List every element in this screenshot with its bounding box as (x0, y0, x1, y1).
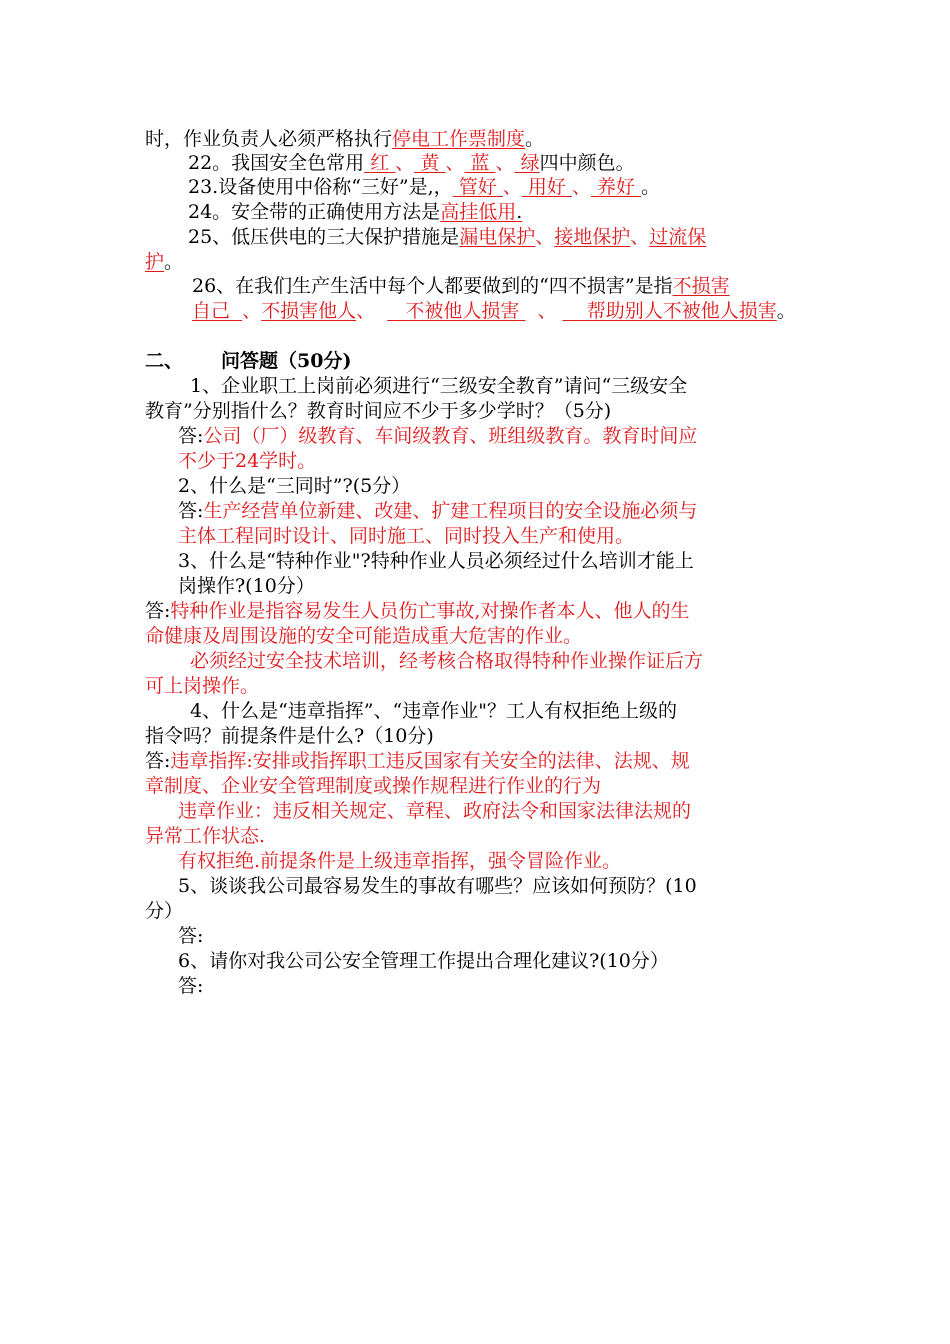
blank-22-answer-4: 绿 (520, 152, 540, 174)
blank-25-prefix: 25、低压供电的三大保护措施是 (188, 226, 460, 248)
answer-3-label: 答: (145, 600, 171, 622)
blank-26-answer-3: 不被他人损害 (405, 300, 520, 322)
fill-blank-23 (188, 175, 660, 200)
blank-21-suffix: 。 (525, 128, 545, 150)
question-5-line-2: 分） (145, 900, 184, 922)
answer-4-text-1: 违章指挥:安排或指挥职工违反国家有关安全的法律、法规、规 (170, 750, 690, 772)
blank-22-sep-1: 、 (395, 152, 415, 174)
question-4-line-1: 4、什么是“违章指挥”、“违章作业"？工人有权拒绝上级的 (190, 700, 677, 722)
section-title: 问答题（50分) (221, 350, 352, 372)
blank-25-suffix: 。 (164, 251, 184, 273)
answer-4-line-5: 有权拒绝.前提条件是上级违章指挥，强令冒险作业。 (178, 850, 622, 872)
answer-1-text-1: 公司（厂）级教育、车间级教育、班组级教育。教育时间应 (203, 425, 698, 447)
blank-26-answer-2: 不损害他人 (261, 300, 357, 322)
blank-22-suffix: 四中颜色。 (539, 152, 635, 174)
blank-23-sep-1: 、 (502, 176, 522, 198)
answer-5-label: 答: (178, 925, 204, 947)
blank-22-answer-1: 红 (370, 152, 390, 174)
answer-1-label: 答: (178, 425, 204, 447)
fill-blank-22 (188, 151, 635, 176)
answer-4-line-4: 异常工作状态. (145, 825, 266, 847)
question-3-line-2: 岗操作?(10分） (178, 575, 315, 597)
answer-2-line-2: 主体工程同时设计、同时施工、同时投入生产和使用。 (178, 525, 635, 547)
question-1-line-1: 1、企业职工上岗前必须进行“三级安全教育”请问“三级安全 (190, 375, 688, 397)
blank-22-prefix: 22。我国安全色常用 (188, 152, 365, 174)
answer-3-line-2: 命健康及周围设施的安全可能造成重大危害的作业。 (145, 625, 583, 647)
blank-23-answer-2: 用好 (527, 176, 566, 198)
answer-1-line-1 (178, 424, 697, 449)
blank-24-prefix: 24。安全带的正确使用方法是 (188, 201, 441, 223)
question-1-line-2: 教育”分别指什么？教育时间应不少于多少学时？（5分) (145, 400, 612, 422)
fill-blank-26-cont (192, 299, 796, 324)
blank-21-prefix: 时，作业负责人必须严格执行 (145, 128, 393, 150)
blank-25-sep-1: 、 (535, 226, 555, 248)
answer-4-line-2: 章制度、企业安全管理制度或操作规程进行作业的行为 (145, 775, 602, 797)
question-5-line-1: 5、谈谈我公司最容易发生的事故有哪些？应该如何预防？(10 (178, 875, 697, 897)
blank-23-answer-1: 管好 (458, 176, 497, 198)
blank-24-answer: 高挂低用 (440, 201, 517, 223)
blank-26-prefix: 26、在我们生产生活中每个人都要做到的“四不损害”是指 (192, 275, 673, 297)
blank-22-answer-3: 蓝 (470, 152, 490, 174)
answer-3-text-1: 特种作业是指容易发生人员伤亡事故,对操作者本人、他人的生 (170, 600, 690, 622)
blank-23-suffix: 。 (641, 176, 661, 198)
blank-26-answer-4: 帮助别人不被他人损害 (586, 300, 777, 322)
blank-23-sep-2: 、 (571, 176, 591, 198)
blank-23-answer-3: 养好 (596, 176, 635, 198)
blank-26-answer-1-part-2: 自己 (192, 300, 231, 322)
answer-2-label: 答: (178, 500, 204, 522)
blank-25-answer-3-part-1: 过流保 (649, 226, 707, 248)
answer-4-line-1 (145, 749, 690, 774)
question-6-line-1: 6、请你对我公司公安全管理工作提出合理化建议?(10分） (178, 950, 669, 972)
answer-4-line-3: 违章作业：违反相关规定、章程、政府法令和国家法律法规的 (178, 800, 692, 822)
fill-blank-26 (192, 274, 730, 299)
blank-26-answer-1-part-1: 不损害 (672, 275, 730, 297)
answer-6-label: 答: (178, 975, 204, 997)
blank-22-answer-2: 黄 (420, 152, 440, 174)
answer-1-line-2: 不少于24学时。 (178, 450, 317, 472)
blank-24-suffix: . (516, 201, 523, 223)
fill-blank-24 (188, 200, 522, 225)
section-heading (145, 349, 351, 374)
blank-26-sep-1: 、 (242, 300, 262, 322)
blank-25-sep-2: 、 (630, 226, 650, 248)
blank-25-answer-2: 接地保护 (554, 226, 631, 248)
fill-blank-25-cont (145, 250, 183, 275)
blank-26-sep-3: 、 (537, 300, 557, 322)
fill-blank-25 (188, 225, 706, 250)
answer-3-line-4: 可上岗操作。 (145, 675, 260, 697)
blank-26-sep-2: 、 (356, 300, 376, 322)
question-4-line-2: 指令吗？前提条件是什么?（10分) (145, 725, 434, 747)
answer-3-line-1 (145, 599, 689, 624)
blank-25-answer-3-part-2: 护 (145, 251, 165, 273)
answer-4-label: 答: (145, 750, 171, 772)
blank-21-answer: 停电工作票制度 (392, 128, 526, 150)
answer-3-line-3: 必须经过安全技术培训，经考核合格取得特种作业操作证后方 (190, 650, 704, 672)
section-number: 二、 (145, 350, 184, 372)
answer-2-line-1 (178, 499, 697, 524)
blank-22-sep-3: 、 (495, 152, 515, 174)
blank-22-sep-2: 、 (445, 152, 465, 174)
answer-2-text-1: 生产经营单位新建、改建、扩建工程项目的安全设施必须与 (203, 500, 698, 522)
question-3-line-1: 3、什么是“特种作业"?特种作业人员必须经过什么培训才能上 (178, 550, 694, 572)
blank-23-prefix: 23.设备使用中俗称“三好”是,， (188, 176, 453, 198)
question-2-line-1: 2、什么是“三同时”?(5分） (178, 475, 411, 497)
blank-26-suffix: 。 (776, 300, 796, 322)
blank-25-answer-1: 漏电保护 (459, 226, 536, 248)
fill-blank-21 (145, 127, 544, 152)
